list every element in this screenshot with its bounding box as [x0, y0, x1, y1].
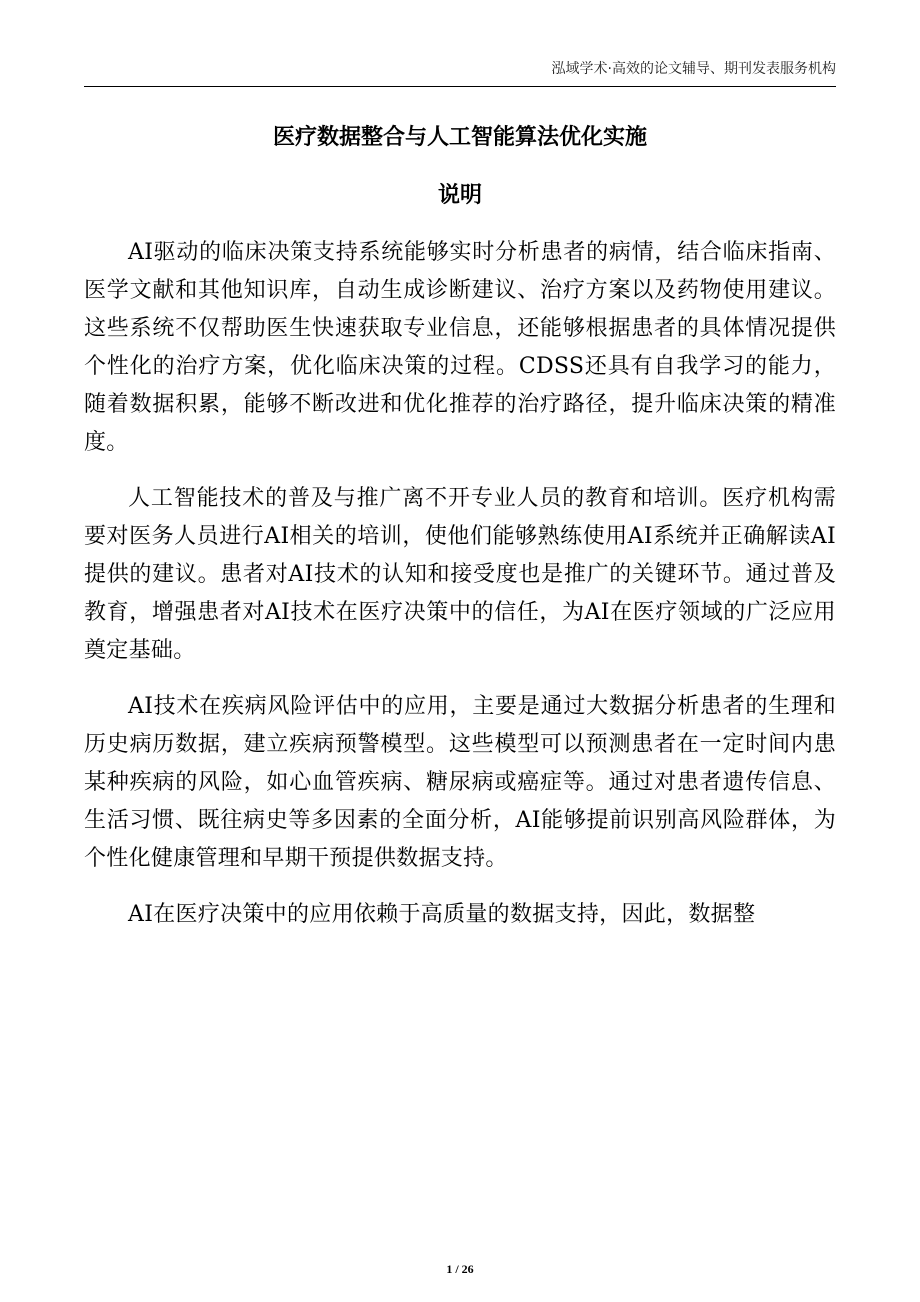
header-divider — [84, 86, 836, 87]
paragraph-3: AI技术在疾病风险评估中的应用，主要是通过大数据分析患者的生理和历史病历数据，建立疾病预警模型。这些模型可以预测患者在一定时间内患某种疾病的风险，如心血管疾病、糖尿病或癌症等。通过对患者遗传信息、生活习惯、既往病史等多因素的全面分析，AI能够提前识别高风险群体，为个性化健康管理和早期干预提供数据支持。 — [84, 694, 836, 871]
page-header-text: 泓域学术·高效的论文辅导、期刊发表服务机构 — [551, 61, 836, 77]
page-number: 1 / 26 — [446, 1262, 474, 1276]
document-title: 医疗数据整合与人工智能算法优化实施 — [272, 125, 647, 150]
document-subtitle: 说明 — [437, 183, 482, 208]
paragraph-2: 人工智能技术的普及与推广离不开专业人员的教育和培训。医疗机构需要对医务人员进行AI相关的培训，使他们能够熟练使用AI系统并正确解读AI提供的建议。患者对AI技术的认知和接受度也是推广的关键环节。通过普及教育，增强患者对AI技术在医疗决策中的信任，为AI在医疗领域的广泛应用奠定基础。 — [84, 486, 836, 663]
paragraph-4: AI在医疗决策中的应用依赖于高质量的数据支持，因此，数据整 — [128, 902, 756, 927]
paragraph-1: AI驱动的临床决策支持系统能够实时分析患者的病情，结合临床指南、医学文献和其他知识库，自动生成诊断建议、治疗方案以及药物使用建议。这些系统不仅帮助医生快速获取专业信息，还能够根据患者的具体情况提供个性化的治疗方案，优化临床决策的过程。CDSS还具有自我学习的能力，随着数据积累，能够不断改进和优化推荐的治疗路径，提升临床决策的精准度。 — [84, 240, 836, 455]
document-body — [84, 234, 836, 952]
